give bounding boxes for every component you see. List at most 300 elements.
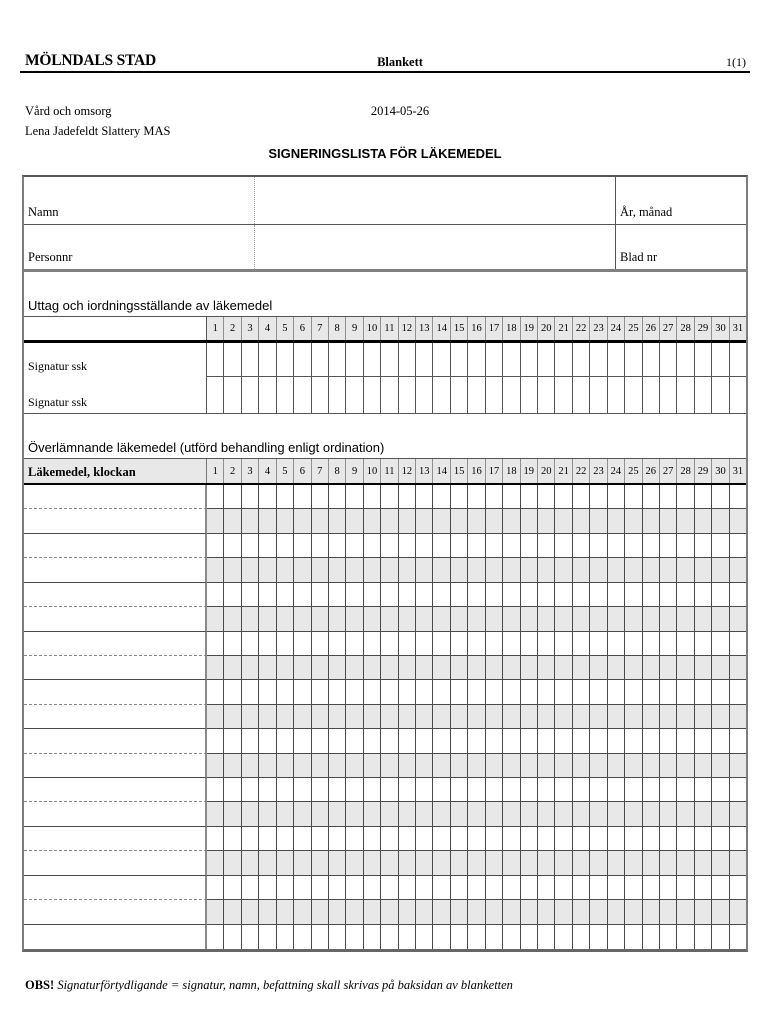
day-cell-9[interactable] xyxy=(346,377,363,413)
day-cell-17[interactable] xyxy=(486,534,503,558)
medication-name-field-17[interactable] xyxy=(24,876,207,900)
day-cell-4[interactable] xyxy=(259,729,276,753)
day-cell-23[interactable] xyxy=(590,558,607,582)
day-cell-17[interactable] xyxy=(486,925,503,949)
day-cell-8[interactable] xyxy=(329,583,346,607)
day-cell-23[interactable] xyxy=(590,754,607,778)
day-cell-9[interactable] xyxy=(346,754,363,778)
day-cell-8[interactable] xyxy=(329,754,346,778)
day-cell-14[interactable] xyxy=(433,509,450,533)
day-cell-20[interactable] xyxy=(538,754,555,778)
day-cell-16[interactable] xyxy=(468,343,485,376)
day-cell-27[interactable] xyxy=(660,632,677,656)
day-cell-10[interactable] xyxy=(364,876,381,900)
day-cell-8[interactable] xyxy=(329,680,346,704)
day-cell-21[interactable] xyxy=(555,632,572,656)
day-cell-25[interactable] xyxy=(625,729,642,753)
day-cell-12[interactable] xyxy=(399,851,416,875)
day-cell-28[interactable] xyxy=(677,900,694,924)
day-cell-29[interactable] xyxy=(695,778,712,802)
day-cell-17[interactable] xyxy=(486,754,503,778)
day-cell-2[interactable] xyxy=(224,583,241,607)
day-cell-30[interactable] xyxy=(712,485,729,509)
day-cell-31[interactable] xyxy=(730,343,746,376)
day-cell-14[interactable] xyxy=(433,778,450,802)
day-cell-16[interactable] xyxy=(468,851,485,875)
day-cell-30[interactable] xyxy=(712,656,729,680)
day-cell-15[interactable] xyxy=(451,900,468,924)
day-cell-2[interactable] xyxy=(224,680,241,704)
day-cell-14[interactable] xyxy=(433,583,450,607)
day-cell-20[interactable] xyxy=(538,509,555,533)
day-cell-27[interactable] xyxy=(660,377,677,413)
day-cell-15[interactable] xyxy=(451,377,468,413)
day-cell-14[interactable] xyxy=(433,680,450,704)
day-cell-3[interactable] xyxy=(242,656,259,680)
day-cell-30[interactable] xyxy=(712,509,729,533)
day-cell-12[interactable] xyxy=(399,534,416,558)
day-cell-21[interactable] xyxy=(555,827,572,851)
day-cell-22[interactable] xyxy=(573,827,590,851)
day-cell-28[interactable] xyxy=(677,607,694,631)
day-cell-15[interactable] xyxy=(451,558,468,582)
day-cell-22[interactable] xyxy=(573,778,590,802)
day-cell-18[interactable] xyxy=(503,876,520,900)
day-cell-15[interactable] xyxy=(451,534,468,558)
day-cell-24[interactable] xyxy=(608,583,625,607)
day-cell-27[interactable] xyxy=(660,827,677,851)
day-cell-23[interactable] xyxy=(590,343,607,376)
day-cell-12[interactable] xyxy=(399,827,416,851)
day-cell-3[interactable] xyxy=(242,607,259,631)
day-cell-23[interactable] xyxy=(590,705,607,729)
day-cell-20[interactable] xyxy=(538,632,555,656)
day-cell-25[interactable] xyxy=(625,509,642,533)
day-cell-14[interactable] xyxy=(433,705,450,729)
day-cell-11[interactable] xyxy=(381,632,398,656)
day-cell-31[interactable] xyxy=(730,827,746,851)
day-cell-12[interactable] xyxy=(399,558,416,582)
day-cell-24[interactable] xyxy=(608,876,625,900)
day-cell-26[interactable] xyxy=(643,705,660,729)
day-cell-27[interactable] xyxy=(660,851,677,875)
day-cell-20[interactable] xyxy=(538,377,555,413)
day-cell-25[interactable] xyxy=(625,656,642,680)
day-cell-20[interactable] xyxy=(538,583,555,607)
day-cell-14[interactable] xyxy=(433,802,450,826)
day-cell-18[interactable] xyxy=(503,485,520,509)
day-cell-6[interactable] xyxy=(294,534,311,558)
day-cell-27[interactable] xyxy=(660,607,677,631)
day-cell-20[interactable] xyxy=(538,827,555,851)
day-cell-20[interactable] xyxy=(538,900,555,924)
day-cell-2[interactable] xyxy=(224,827,241,851)
day-cell-30[interactable] xyxy=(712,558,729,582)
day-cell-4[interactable] xyxy=(259,343,276,376)
day-cell-2[interactable] xyxy=(224,343,241,376)
day-cell-16[interactable] xyxy=(468,827,485,851)
day-cell-17[interactable] xyxy=(486,900,503,924)
day-cell-16[interactable] xyxy=(468,729,485,753)
day-cell-22[interactable] xyxy=(573,900,590,924)
day-cell-27[interactable] xyxy=(660,534,677,558)
day-cell-25[interactable] xyxy=(625,827,642,851)
day-cell-16[interactable] xyxy=(468,900,485,924)
medication-name-field-5[interactable] xyxy=(24,583,207,607)
day-cell-25[interactable] xyxy=(625,534,642,558)
day-cell-28[interactable] xyxy=(677,632,694,656)
day-cell-21[interactable] xyxy=(555,851,572,875)
day-cell-19[interactable] xyxy=(521,509,538,533)
day-cell-26[interactable] xyxy=(643,377,660,413)
day-cell-7[interactable] xyxy=(312,583,329,607)
day-cell-21[interactable] xyxy=(555,925,572,949)
day-cell-15[interactable] xyxy=(451,754,468,778)
day-cell-15[interactable] xyxy=(451,607,468,631)
day-cell-26[interactable] xyxy=(643,802,660,826)
day-cell-1[interactable] xyxy=(207,705,224,729)
medication-name-field-6[interactable] xyxy=(24,607,207,631)
day-cell-18[interactable] xyxy=(503,851,520,875)
day-cell-29[interactable] xyxy=(695,607,712,631)
day-cell-30[interactable] xyxy=(712,802,729,826)
day-cell-7[interactable] xyxy=(312,343,329,376)
day-cell-10[interactable] xyxy=(364,754,381,778)
day-cell-13[interactable] xyxy=(416,900,433,924)
day-cell-29[interactable] xyxy=(695,680,712,704)
day-cell-20[interactable] xyxy=(538,876,555,900)
day-cell-21[interactable] xyxy=(555,680,572,704)
day-cell-23[interactable] xyxy=(590,509,607,533)
day-cell-21[interactable] xyxy=(555,485,572,509)
day-cell-1[interactable] xyxy=(207,509,224,533)
day-cell-5[interactable] xyxy=(277,583,294,607)
day-cell-22[interactable] xyxy=(573,680,590,704)
day-cell-13[interactable] xyxy=(416,876,433,900)
day-cell-6[interactable] xyxy=(294,509,311,533)
day-cell-19[interactable] xyxy=(521,680,538,704)
day-cell-14[interactable] xyxy=(433,876,450,900)
day-cell-5[interactable] xyxy=(277,377,294,413)
day-cell-15[interactable] xyxy=(451,802,468,826)
day-cell-4[interactable] xyxy=(259,900,276,924)
day-cell-6[interactable] xyxy=(294,778,311,802)
day-cell-9[interactable] xyxy=(346,876,363,900)
day-cell-28[interactable] xyxy=(677,729,694,753)
day-cell-9[interactable] xyxy=(346,343,363,376)
day-cell-22[interactable] xyxy=(573,925,590,949)
day-cell-5[interactable] xyxy=(277,485,294,509)
day-cell-18[interactable] xyxy=(503,802,520,826)
day-cell-29[interactable] xyxy=(695,729,712,753)
day-cell-26[interactable] xyxy=(643,534,660,558)
day-cell-12[interactable] xyxy=(399,583,416,607)
day-cell-27[interactable] xyxy=(660,656,677,680)
day-cell-9[interactable] xyxy=(346,632,363,656)
day-cell-29[interactable] xyxy=(695,802,712,826)
day-cell-14[interactable] xyxy=(433,827,450,851)
day-cell-14[interactable] xyxy=(433,729,450,753)
day-cell-3[interactable] xyxy=(242,632,259,656)
day-cell-12[interactable] xyxy=(399,754,416,778)
day-cell-11[interactable] xyxy=(381,558,398,582)
day-cell-2[interactable] xyxy=(224,607,241,631)
day-cell-4[interactable] xyxy=(259,778,276,802)
day-cell-7[interactable] xyxy=(312,778,329,802)
day-cell-24[interactable] xyxy=(608,377,625,413)
day-cell-4[interactable] xyxy=(259,925,276,949)
day-cell-5[interactable] xyxy=(277,534,294,558)
day-cell-21[interactable] xyxy=(555,778,572,802)
day-cell-17[interactable] xyxy=(486,705,503,729)
day-cell-13[interactable] xyxy=(416,705,433,729)
day-cell-3[interactable] xyxy=(242,509,259,533)
day-cell-1[interactable] xyxy=(207,827,224,851)
day-cell-10[interactable] xyxy=(364,534,381,558)
medication-name-field-10[interactable] xyxy=(24,705,207,729)
day-cell-29[interactable] xyxy=(695,754,712,778)
day-cell-27[interactable] xyxy=(660,680,677,704)
day-cell-11[interactable] xyxy=(381,827,398,851)
day-cell-13[interactable] xyxy=(416,802,433,826)
day-cell-18[interactable] xyxy=(503,900,520,924)
day-cell-31[interactable] xyxy=(730,754,746,778)
day-cell-21[interactable] xyxy=(555,876,572,900)
day-cell-11[interactable] xyxy=(381,851,398,875)
day-cell-1[interactable] xyxy=(207,534,224,558)
day-cell-22[interactable] xyxy=(573,632,590,656)
day-cell-7[interactable] xyxy=(312,377,329,413)
day-cell-17[interactable] xyxy=(486,558,503,582)
day-cell-19[interactable] xyxy=(521,900,538,924)
day-cell-8[interactable] xyxy=(329,851,346,875)
day-cell-7[interactable] xyxy=(312,680,329,704)
day-cell-23[interactable] xyxy=(590,900,607,924)
day-cell-12[interactable] xyxy=(399,876,416,900)
day-cell-4[interactable] xyxy=(259,485,276,509)
day-cell-11[interactable] xyxy=(381,583,398,607)
day-cell-1[interactable] xyxy=(207,851,224,875)
day-cell-21[interactable] xyxy=(555,558,572,582)
day-cell-12[interactable] xyxy=(399,343,416,376)
day-cell-14[interactable] xyxy=(433,558,450,582)
day-cell-15[interactable] xyxy=(451,680,468,704)
day-cell-28[interactable] xyxy=(677,583,694,607)
day-cell-30[interactable] xyxy=(712,900,729,924)
day-cell-28[interactable] xyxy=(677,851,694,875)
day-cell-30[interactable] xyxy=(712,583,729,607)
day-cell-3[interactable] xyxy=(242,485,259,509)
day-cell-19[interactable] xyxy=(521,754,538,778)
day-cell-19[interactable] xyxy=(521,534,538,558)
day-cell-24[interactable] xyxy=(608,485,625,509)
day-cell-5[interactable] xyxy=(277,558,294,582)
day-cell-17[interactable] xyxy=(486,876,503,900)
day-cell-1[interactable] xyxy=(207,558,224,582)
day-cell-31[interactable] xyxy=(730,607,746,631)
day-cell-21[interactable] xyxy=(555,705,572,729)
day-cell-29[interactable] xyxy=(695,705,712,729)
day-cell-5[interactable] xyxy=(277,680,294,704)
day-cell-11[interactable] xyxy=(381,343,398,376)
day-cell-23[interactable] xyxy=(590,876,607,900)
day-cell-15[interactable] xyxy=(451,729,468,753)
day-cell-30[interactable] xyxy=(712,851,729,875)
day-cell-10[interactable] xyxy=(364,778,381,802)
day-cell-31[interactable] xyxy=(730,558,746,582)
day-cell-12[interactable] xyxy=(399,680,416,704)
day-cell-14[interactable] xyxy=(433,925,450,949)
day-cell-2[interactable] xyxy=(224,876,241,900)
day-cell-4[interactable] xyxy=(259,583,276,607)
day-cell-18[interactable] xyxy=(503,754,520,778)
day-cell-7[interactable] xyxy=(312,607,329,631)
day-cell-6[interactable] xyxy=(294,343,311,376)
day-cell-8[interactable] xyxy=(329,509,346,533)
day-cell-18[interactable] xyxy=(503,583,520,607)
day-cell-2[interactable] xyxy=(224,925,241,949)
day-cell-30[interactable] xyxy=(712,705,729,729)
day-cell-9[interactable] xyxy=(346,607,363,631)
day-cell-3[interactable] xyxy=(242,851,259,875)
day-cell-23[interactable] xyxy=(590,632,607,656)
day-cell-24[interactable] xyxy=(608,778,625,802)
day-cell-7[interactable] xyxy=(312,827,329,851)
day-cell-31[interactable] xyxy=(730,680,746,704)
day-cell-3[interactable] xyxy=(242,534,259,558)
day-cell-24[interactable] xyxy=(608,558,625,582)
day-cell-5[interactable] xyxy=(277,778,294,802)
day-cell-3[interactable] xyxy=(242,754,259,778)
day-cell-14[interactable] xyxy=(433,656,450,680)
day-cell-5[interactable] xyxy=(277,705,294,729)
day-cell-8[interactable] xyxy=(329,632,346,656)
day-cell-6[interactable] xyxy=(294,925,311,949)
day-cell-28[interactable] xyxy=(677,558,694,582)
day-cell-26[interactable] xyxy=(643,343,660,376)
medication-name-field-19[interactable] xyxy=(24,925,207,949)
day-cell-27[interactable] xyxy=(660,900,677,924)
day-cell-24[interactable] xyxy=(608,925,625,949)
day-cell-8[interactable] xyxy=(329,925,346,949)
day-cell-20[interactable] xyxy=(538,534,555,558)
day-cell-10[interactable] xyxy=(364,851,381,875)
day-cell-22[interactable] xyxy=(573,583,590,607)
day-cell-13[interactable] xyxy=(416,485,433,509)
day-cell-11[interactable] xyxy=(381,656,398,680)
day-cell-14[interactable] xyxy=(433,343,450,376)
day-cell-9[interactable] xyxy=(346,802,363,826)
day-cell-18[interactable] xyxy=(503,509,520,533)
day-cell-23[interactable] xyxy=(590,778,607,802)
day-cell-4[interactable] xyxy=(259,851,276,875)
day-cell-27[interactable] xyxy=(660,754,677,778)
day-cell-20[interactable] xyxy=(538,778,555,802)
day-cell-31[interactable] xyxy=(730,802,746,826)
day-cell-1[interactable] xyxy=(207,680,224,704)
day-cell-18[interactable] xyxy=(503,705,520,729)
day-cell-15[interactable] xyxy=(451,876,468,900)
day-cell-15[interactable] xyxy=(451,925,468,949)
day-cell-9[interactable] xyxy=(346,729,363,753)
day-cell-18[interactable] xyxy=(503,534,520,558)
day-cell-9[interactable] xyxy=(346,925,363,949)
day-cell-20[interactable] xyxy=(538,925,555,949)
day-cell-1[interactable] xyxy=(207,583,224,607)
medication-name-field-3[interactable] xyxy=(24,534,207,558)
day-cell-25[interactable] xyxy=(625,632,642,656)
day-cell-30[interactable] xyxy=(712,729,729,753)
day-cell-18[interactable] xyxy=(503,729,520,753)
day-cell-26[interactable] xyxy=(643,509,660,533)
medication-name-field-12[interactable] xyxy=(24,754,207,778)
day-cell-6[interactable] xyxy=(294,377,311,413)
day-cell-31[interactable] xyxy=(730,377,746,413)
day-cell-19[interactable] xyxy=(521,876,538,900)
day-cell-21[interactable] xyxy=(555,802,572,826)
day-cell-20[interactable] xyxy=(538,558,555,582)
day-cell-22[interactable] xyxy=(573,802,590,826)
day-cell-2[interactable] xyxy=(224,900,241,924)
day-cell-3[interactable] xyxy=(242,705,259,729)
day-cell-11[interactable] xyxy=(381,485,398,509)
day-cell-4[interactable] xyxy=(259,656,276,680)
day-cell-9[interactable] xyxy=(346,485,363,509)
day-cell-11[interactable] xyxy=(381,680,398,704)
day-cell-25[interactable] xyxy=(625,607,642,631)
day-cell-1[interactable] xyxy=(207,343,224,376)
day-cell-4[interactable] xyxy=(259,632,276,656)
day-cell-12[interactable] xyxy=(399,729,416,753)
day-cell-1[interactable] xyxy=(207,485,224,509)
day-cell-27[interactable] xyxy=(660,705,677,729)
day-cell-10[interactable] xyxy=(364,705,381,729)
day-cell-23[interactable] xyxy=(590,656,607,680)
day-cell-4[interactable] xyxy=(259,509,276,533)
day-cell-5[interactable] xyxy=(277,925,294,949)
day-cell-4[interactable] xyxy=(259,377,276,413)
day-cell-12[interactable] xyxy=(399,778,416,802)
day-cell-25[interactable] xyxy=(625,925,642,949)
day-cell-2[interactable] xyxy=(224,632,241,656)
day-cell-22[interactable] xyxy=(573,343,590,376)
day-cell-24[interactable] xyxy=(608,851,625,875)
day-cell-28[interactable] xyxy=(677,925,694,949)
day-cell-13[interactable] xyxy=(416,656,433,680)
day-cell-29[interactable] xyxy=(695,876,712,900)
day-cell-10[interactable] xyxy=(364,680,381,704)
medication-name-field-15[interactable] xyxy=(24,827,207,851)
day-cell-18[interactable] xyxy=(503,377,520,413)
day-cell-16[interactable] xyxy=(468,509,485,533)
day-cell-25[interactable] xyxy=(625,802,642,826)
day-cell-3[interactable] xyxy=(242,802,259,826)
day-cell-23[interactable] xyxy=(590,377,607,413)
day-cell-16[interactable] xyxy=(468,377,485,413)
day-cell-6[interactable] xyxy=(294,802,311,826)
day-cell-26[interactable] xyxy=(643,925,660,949)
day-cell-22[interactable] xyxy=(573,377,590,413)
day-cell-4[interactable] xyxy=(259,876,276,900)
day-cell-16[interactable] xyxy=(468,632,485,656)
day-cell-9[interactable] xyxy=(346,656,363,680)
medication-name-field-16[interactable] xyxy=(24,851,207,875)
day-cell-12[interactable] xyxy=(399,509,416,533)
day-cell-1[interactable] xyxy=(207,656,224,680)
day-cell-31[interactable] xyxy=(730,900,746,924)
day-cell-10[interactable] xyxy=(364,632,381,656)
day-cell-26[interactable] xyxy=(643,876,660,900)
